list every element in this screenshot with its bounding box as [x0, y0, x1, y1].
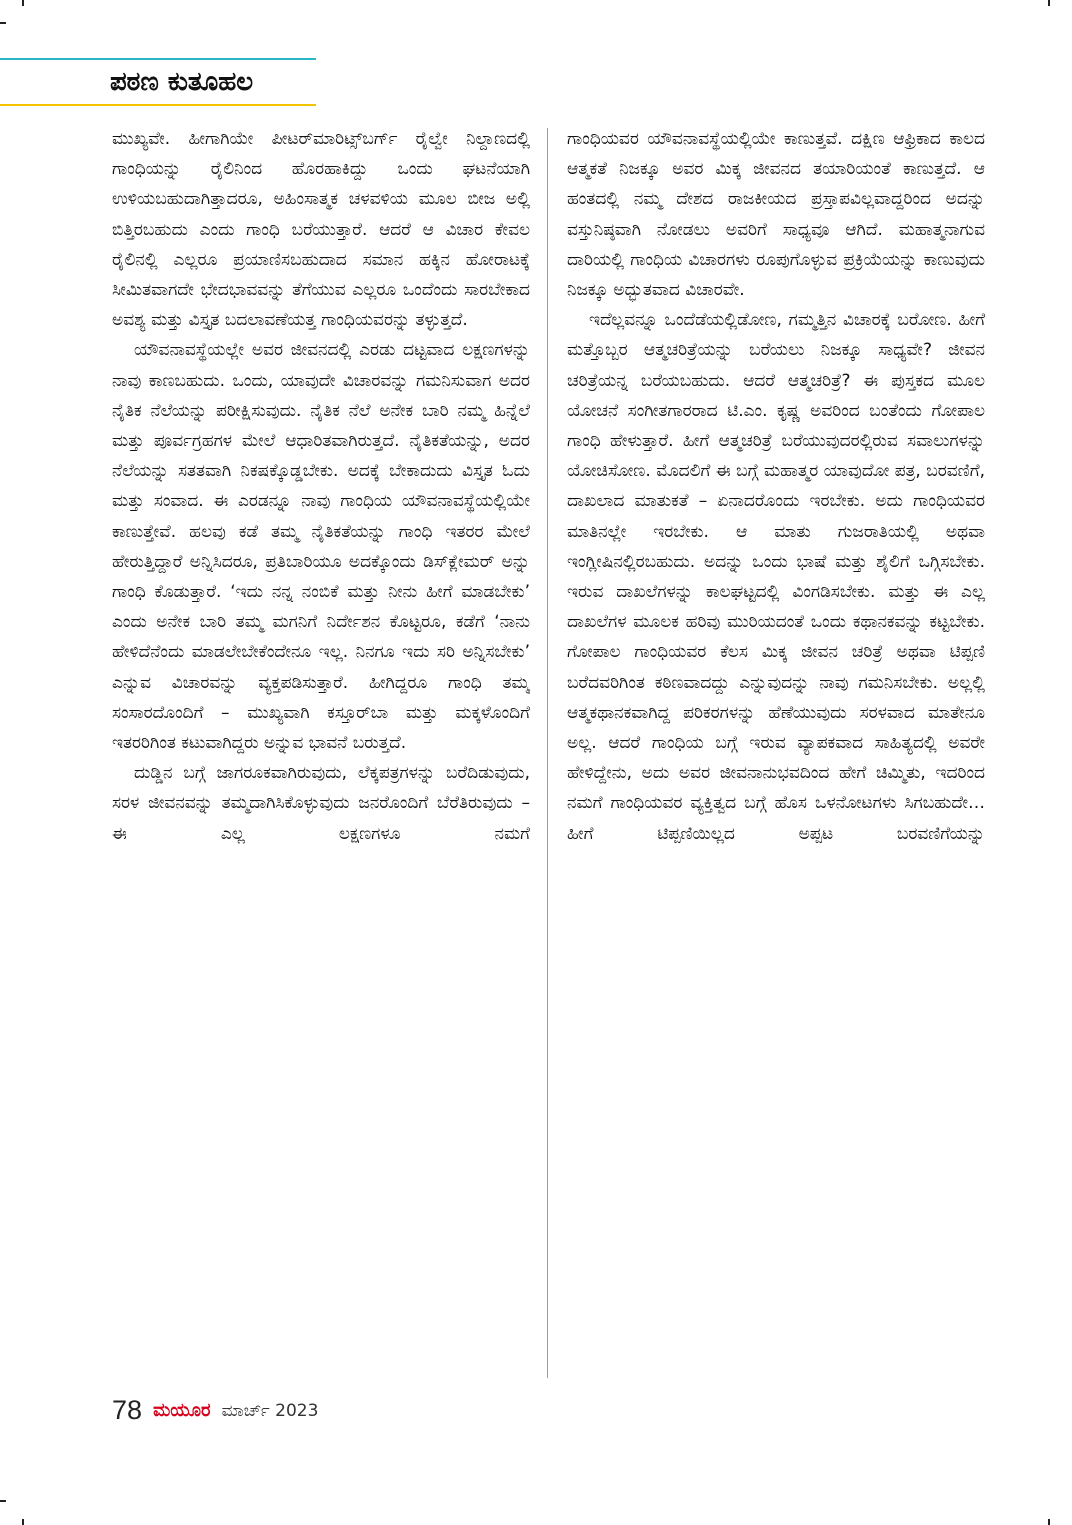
section-header: [0, 58, 316, 108]
crop-mark: [1048, 0, 1050, 6]
right-column: [567, 124, 985, 1380]
column-divider: [547, 128, 548, 1378]
crop-mark: [1048, 1519, 1050, 1525]
paragraph: ಮುಖ್ಯವೇ. ಹೀಗಾಗಿಯೇ ಪೀಟರ್‌ಮಾರಿಟ್ಸ್‌ಬರ್ಗ್ ರೈಲ್ವೇ ನಿಲ್ದಾಣದಲ್ಲಿ ಗಾಂಧಿಯನ್ನು ರೈಲಿನಿಂದ ಹೊರಹಾಕಿದ್ದು ಒಂದು ಘಟನೆಯಾಗಿ ಉಳಿಯಬಹುದಾಗಿತ್ತಾದರೂ, ಅಹಿಂಸಾತ್ಮಕ ಚಳವಳಿಯ ಮೂಲ ಬೀಜ ಅಲ್ಲಿ ಬಿತ್ತಿರಬಹುದು ಎಂದು ಗಾಂಧಿ ಬರೆಯುತ್ತಾರೆ. ಆದರೆ ಆ ವಿಚಾರ ಕೇವಲ ರೈಲಿನಲ್ಲಿ ಎಲ್ಲರೂ ಪ್ರಯಾಣಿಸಬಹುದಾದ ಸಮಾನ ಹಕ್ಕಿನ ಹೋರಾಟಕ್ಕೆ ಸೀಮಿತವಾಗದೇ ಭೇದಭಾವವನ್ನು ತೆಗೆಯುವ ಎಲ್ಲರೂ ಒಂದೆಂದು ಸಾರಬೇಕಾದ ಅವಶ್ಯ ಮತ್ತು ವಿಸ್ತೃತ ಬದಲಾವಣೆಯತ್ತ ಗಾಂಧಿಯವರನ್ನು ತಳ್ಳುತ್ತದೆ.: [112, 129, 530, 331]
header-rule-bottom: [0, 104, 316, 106]
header-rule-top: [0, 58, 316, 60]
left-column: [112, 124, 530, 1380]
crop-mark: [22, 1519, 24, 1525]
crop-mark: [0, 22, 6, 24]
paragraph: ಯೌವನಾವಸ್ಥೆಯಲ್ಲೇ ಅವರ ಜೀವನದಲ್ಲಿ ಎರಡು ದಟ್ಟವಾದ ಲಕ್ಷಣಗಳನ್ನು ನಾವು ಕಾಣಬಹುದು. ಒಂದು, ಯಾವುದೇ ವಿಚಾರವನ್ನು ಗಮನಿಸುವಾಗ ಅದರ ನೈತಿಕ ನೆಲೆಯನ್ನು ಪರೀಕ್ಷಿಸುವುದು. ನೈತಿಕ ನೆಲೆ ಅನೇಕ ಬಾರಿ ನಮ್ಮ ಹಿನ್ನೆಲೆ ಮತ್ತು ಪೂರ್ವಗ್ರಹಗಳ ಮೇಲೆ ಆಧಾರಿತವಾಗಿರುತ್ತದೆ. ನೈತಿಕತೆಯನ್ನು, ಅದರ ನೆಲೆಯನ್ನು ಸತತವಾಗಿ ನಿಕಷಕ್ಕೊಡ್ಡಬೇಕು. ಅದಕ್ಕೆ ಬೇಕಾದುದು ವಿಸ್ತೃತ ಓದು ಮತ್ತು ಸಂವಾದ. ಈ ಎರಡನ್ನೂ ನಾವು ಗಾಂಧಿಯ ಯೌವನಾವಸ್ಥೆಯಲ್ಲಿಯೇ ಕಾಣುತ್ತೇವೆ. ಹಲವು ಕಡೆ ತಮ್ಮ ನೈತಿಕತೆಯನ್ನು ಗಾಂಧಿ ಇತರರ ಮೇಲೆ ಹೇರುತ್ತಿದ್ದಾರೆ ಅನ್ನಿಸಿದರೂ, ಪ್ರತಿಬಾರಿಯೂ ಅದಕ್ಕೊಂದು ಡಿಸ್‌ಕ್ಲೇಮರ್ ಅನ್ನು ಗಾಂಧಿ ಕೊಡುತ್ತಾರೆ. ‘ಇದು ನನ್ನ ನಂಬಿಕೆ ಮತ್ತು ನೀನು ಹೀಗೆ ಮಾಡಬೇಕು’ ಎಂದು ಅನೇಕ ಬಾರಿ ತಮ್ಮ ಮಗನಿಗೆ ನಿರ್ದೇಶನ ಕೊಟ್ಟರೂ, ಕಡೆಗೆ ‘ನಾನು ಹೇಳಿದೆನೆಂದು ಮಾಡಲೇಬೇಕೆಂದೇನೂ ಇಲ್ಲ. ನಿನಗೂ ಇದು ಸರಿ ಅನ್ನಿಸಬೇಕು’ ಎನ್ನುವ ವಿಚಾರವನ್ನು ವ್ಯಕ್ತಪಡಿಸುತ್ತಾರೆ. ಹೀಗಿದ್ದರೂ ಗಾಂಧಿ ತಮ್ಮ ಸಂಸಾರದೊಂದಿಗೆ – ಮುಖ್ಯವಾಗಿ ಕಸ್ತೂರ್‌ಬಾ ಮತ್ತು ಮಕ್ಕಳೊಂದಿಗೆ ಇತರರಿಗಿಂತ ಕಟುವಾಗಿದ್ದರು ಅನ್ನುವ ಭಾವನೆ ಬರುತ್ತದೆ.: [112, 340, 530, 754]
crop-mark: [22, 0, 24, 6]
magazine-name: ಮಯೂರ: [153, 1400, 211, 1421]
issue-date: ಮಾರ್ಚ್ 2023: [221, 1400, 319, 1421]
paragraph: ಇದೆಲ್ಲವನ್ನೂ ಒಂದೆಡೆಯಲ್ಲಿಡೋಣ, ಗಮ್ಮತ್ತಿನ ವಿಚಾರಕ್ಕೆ ಬರೋಣ. ಹೀಗೆ ಮತ್ತೊಬ್ಬರ ಆತ್ಮಚರಿತ್ರೆಯನ್ನು ಬರೆಯಲು ನಿಜಕ್ಕೂ ಸಾಧ್ಯವೇ? ಜೀವನ ಚರಿತ್ರೆಯನ್ನ ಬರೆಯಬಹುದು. ಆದರೆ ಆತ್ಮಚರಿತ್ರೆ? ಈ ಪುಸ್ತಕದ ಮೂಲ ಯೋಚನೆ ಸಂಗೀತಗಾರರಾದ ಟಿ.ಎಂ. ಕೃಷ್ಣ ಅವರಿಂದ ಬಂತೆಂದು ಗೋಪಾಲ ಗಾಂಧಿ ಹೇಳುತ್ತಾರೆ. ಹೀಗೆ ಆತ್ಮಚರಿತ್ರೆ ಬರೆಯುವುದರಲ್ಲಿರುವ ಸವಾಲುಗಳನ್ನು ಯೋಚಿಸೋಣ. ಮೊದಲಿಗೆ ಈ ಬಗ್ಗೆ ಮಹಾತ್ಮರ ಯಾವುದೋ ಪತ್ರ, ಬರವಣಿಗೆ, ದಾಖಲಾದ ಮಾತುಕತೆ – ಏನಾದರೊಂದು ಇರಬೇಕು. ಅದು ಗಾಂಧಿಯವರ ಮಾತಿನಲ್ಲೇ ಇರಬೇಕು. ಆ ಮಾತು ಗುಜರಾತಿಯಲ್ಲಿ ಅಥವಾ ಇಂಗ್ಲೀಷಿನಲ್ಲಿರಬಹುದು. ಅದನ್ನು ಒಂದು ಭಾಷೆ ಮತ್ತು ಶೈಲಿಗೆ ಒಗ್ಗಿಸಬೇಕು. ಇರುವ ದಾಖಲೆಗಳನ್ನು ಕಾಲಘಟ್ಟದಲ್ಲಿ ವಿಂಗಡಿಸಬೇಕು. ಮತ್ತು ಈ ಎಲ್ಲ ದಾಖಲೆಗಳ ಮೂಲಕ ಹರಿವು ಮುರಿಯದಂತೆ ಒಂದು ಕಥಾನಕವನ್ನು ಕಟ್ಟಬೇಕು. ಗೋಪಾಲ ಗಾಂಧಿಯವರ ಕೆಲಸ ಮಿಕ್ಕ ಜೀವನ ಚರಿತ್ರೆ ಅಥವಾ ಟಿಪ್ಪಣಿ ಬರೆದವರಿಗಿಂತ ಕಠಿಣವಾದದ್ದು ಎನ್ನುವುದನ್ನು ನಾವು ಗಮನಿಸಬೇಕು. ಅಲ್ಲಲ್ಲಿ ಆತ್ಮಕಥಾನಕವಾಗಿದ್ದ ಪರಿಕರಗಳನ್ನು ಹೆಣೆಯುವುದು ಸರಳವಾದ ಮಾತೇನೂ ಅಲ್ಲ. ಆದರೆ ಗಾಂಧಿಯ ಬಗ್ಗೆ ಇರುವ ವ್ಯಾಪಕವಾದ ಸಾಹಿತ್ಯದಲ್ಲಿ ಅವರೇ ಹೇಳಿದ್ದೇನು, ಅದು ಅವರ ಜೀವನಾನುಭವದಿಂದ ಹೇಗೆ ಚಿಮ್ಮಿತು, ಇದರಿಂದ ನಮಗೆ ಗಾಂಧಿಯವರ ವ್ಯಕ್ತಿತ್ವದ ಬಗ್ಗೆ ಹೊಸ ಒಳನೋಟಗಳು ಸಿಗಬಹುದೇ… ಹೀಗೆ ಟಿಪ್ಪಣಿಯಿಲ್ಲದ ಅಪ್ಪಟ ಬರವಣಿಗೆಯನ್ನು: [567, 310, 985, 844]
crop-mark: [0, 1500, 6, 1502]
paragraph: ಗಾಂಧಿಯವರ ಯೌವನಾವಸ್ಥೆಯಲ್ಲಿಯೇ ಕಾಣುತ್ತವೆ. ದಕ್ಷಿಣ ಆಫ್ರಿಕಾದ ಕಾಲದ ಆತ್ಮಕತೆ ನಿಜಕ್ಕೂ ಅವರ ಮಿಕ್ಕ ಜೀವನದ ತಯಾರಿಯಂತೆ ಕಾಣುತ್ತದೆ. ಆ ಹಂತದಲ್ಲಿ ನಮ್ಮ ದೇಶದ ರಾಜಕೀಯದ ಪ್ರಸ್ತಾಪವಿಲ್ಲವಾದ್ದರಿಂದ ಅದನ್ನು ವಸ್ತುನಿಷ್ಠವಾಗಿ ನೋಡಲು ಅವರಿಗೆ ಸಾಧ್ಯವೂ ಆಗಿದೆ. ಮಹಾತ್ಮನಾಗುವ ದಾರಿಯಲ್ಲಿ ಗಾಂಧಿಯ ವಿಚಾರಗಳು ರೂಪುಗೊಳ್ಳುವ ಪ್ರಕ್ರಿಯೆಯನ್ನು ಕಾಣುವುದು ನಿಜಕ್ಕೂ ಅದ್ಭುತವಾದ ವಿಚಾರವೇ.: [567, 129, 985, 301]
page-number: 78: [112, 1395, 143, 1425]
page-footer: [112, 1395, 318, 1429]
paragraph: ದುಡ್ಡಿನ ಬಗ್ಗೆ ಜಾಗರೂಕವಾಗಿರುವುದು, ಲೆಕ್ಕಪತ್ರಗಳನ್ನು ಬರೆದಿಡುವುದು, ಸರಳ ಜೀವನವನ್ನು ತಮ್ಮದಾಗಿಸಿಕೊಳ್ಳುವುದು ಜನರೊಂದಿಗೆ ಬೆರೆತಿರುವುದು – ಈ ಎಲ್ಲ ಲಕ್ಷಣಗಳೂ ನಮಗೆ: [112, 763, 530, 844]
section-title: ಪಠಣ ಕುತೂಹಲ: [110, 67, 254, 97]
